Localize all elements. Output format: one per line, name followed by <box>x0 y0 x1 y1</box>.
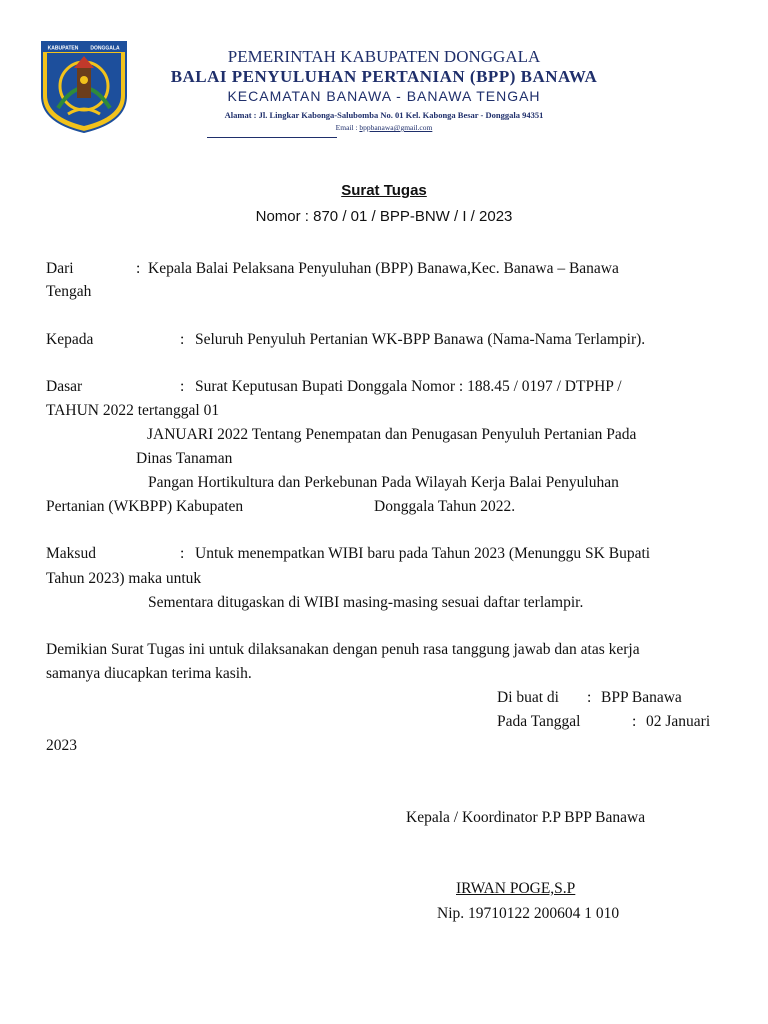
maksud-value-line3: Sementara ditugaskan di WIBI masing-masing sesuai daftar terlampir. <box>148 594 584 611</box>
dasar-value-line4: Dinas Tanaman <box>136 450 233 467</box>
kepada-label: Kepada <box>46 331 94 348</box>
issued-place-colon: : <box>587 689 592 706</box>
dari-value-line1: Kepala Balai Pelaksana Penyuluhan (BPP) Banawa,Kec. Banawa – Banawa <box>148 260 619 277</box>
dari-label: Dari <box>46 260 74 277</box>
dasar-value-line6b: Donggala Tahun 2022. <box>374 498 516 515</box>
dasar-value-line2: TAHUN 2022 tertanggal 01 <box>46 402 220 419</box>
signatory-nip: Nip. 19710122 200604 1 010 <box>437 905 620 922</box>
maksud-value-line2: Tahun 2023) maka untuk <box>46 570 202 587</box>
letterhead-district: KECAMATAN BANAWA - BANAWA TENGAH <box>227 88 541 104</box>
kepada-colon: : <box>180 331 185 348</box>
signatory-name: IRWAN POGE,S.P <box>456 880 576 897</box>
dasar-value-line3: JANUARI 2022 Tentang Penempatan dan Penugasan Penyuluh Pertanian Pada <box>147 426 637 443</box>
dari-colon: : <box>136 260 141 277</box>
regency-emblem-icon <box>38 38 130 134</box>
maksud-value-line1: Untuk menempatkan WIBI baru pada Tahun 2023 (Menunggu SK Bupati <box>195 545 651 562</box>
maksud-label: Maksud <box>46 545 96 562</box>
letterhead-email <box>140 123 628 132</box>
dasar-value-line5: Pangan Hortikultura dan Perkebunan Pada Wilayah Kerja Balai Penyuluhan <box>148 474 619 491</box>
closing-line1: Demikian Surat Tugas ini untuk dilaksanakan dengan penuh rasa tanggung jawab dan atas kerja <box>46 641 640 658</box>
email-link[interactable]: bppbanawa@gmail.com <box>359 123 433 132</box>
issued-date-label: Pada Tanggal <box>497 713 581 730</box>
letterhead-address: Alamat : Jl. Lingkar Kabonga-Salubomba No. 01 Kel. Kabonga Besar - Donggala 94351 <box>224 110 544 120</box>
closing-line2: samanya diucapkan terima kasih. <box>46 665 252 682</box>
dasar-value-line1: Surat Keputusan Bupati Donggala Nomor : 188.45 / 0197 / DTPHP / <box>195 378 622 395</box>
dasar-value-line6a: Pertanian (WKBPP) Kabupaten <box>46 498 244 515</box>
letterhead-institution: BALAI PENYULUHAN PERTANIAN (BPP) BANAWA <box>170 67 598 86</box>
issued-place-value: BPP Banawa <box>601 689 682 706</box>
maksud-colon: : <box>180 545 185 562</box>
letterhead-government: PEMERINTAH KABUPATEN DONGGALA <box>227 47 541 66</box>
logo-text-right: DONGGALA <box>90 45 120 52</box>
issued-date-colon: : <box>632 713 637 730</box>
email-label: Email : <box>335 123 358 132</box>
document-number: Nomor : 870 / 01 / BPP-BNW / I / 2023 <box>255 208 513 225</box>
kepada-value: Seluruh Penyuluh Pertanian WK-BPP Banawa (Nama-Nama Terlampir). <box>195 331 646 348</box>
letterhead-divider <box>207 137 337 138</box>
logo-text-left: KABUPATEN <box>47 45 79 52</box>
issued-place-label: Di buat di <box>497 689 559 706</box>
dasar-label: Dasar <box>46 378 83 395</box>
dari-value-line2: Tengah <box>46 283 92 300</box>
document-title: Surat Tugas <box>341 182 427 199</box>
dasar-colon: : <box>180 378 185 395</box>
issued-date-year: 2023 <box>46 737 77 754</box>
issued-date-value: 02 Januari <box>646 713 711 730</box>
signatory-position: Kepala / Koordinator P.P BPP Banawa <box>406 809 646 826</box>
